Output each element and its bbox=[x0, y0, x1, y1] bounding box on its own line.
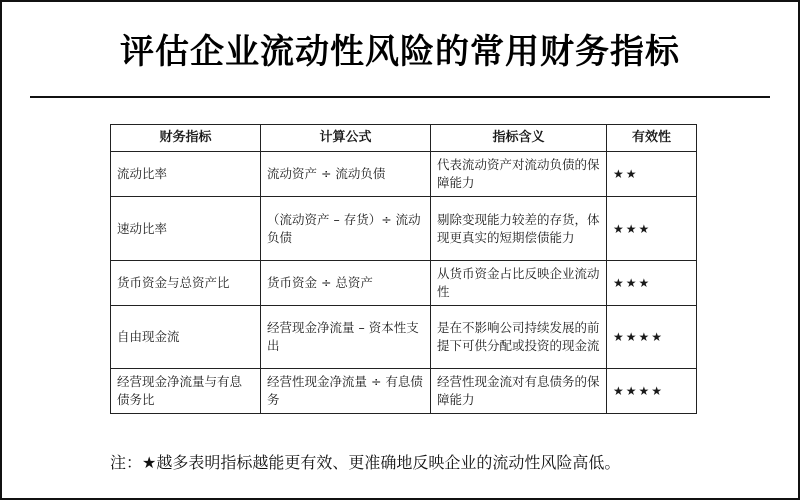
metric-name-cell: 流动比率 bbox=[111, 152, 261, 197]
page-title: 评估企业流动性风险的常用财务指标 bbox=[120, 32, 680, 72]
table-row bbox=[111, 197, 697, 261]
table-header-row bbox=[111, 125, 697, 152]
validity-stars-cell: ★★★ bbox=[607, 197, 697, 261]
meaning-cell: 是在不影响公司持续发展的前提下可供分配或投资的现金流 bbox=[431, 306, 607, 369]
financial-metrics-table bbox=[110, 124, 697, 414]
formula-cell: 流动资产 ÷ 流动负债 bbox=[261, 152, 431, 197]
meaning-cell: 代表流动资产对流动负债的保障能力 bbox=[431, 152, 607, 197]
metric-name-cell: 货币资金与总资产比 bbox=[111, 261, 261, 306]
table-row bbox=[111, 152, 697, 197]
validity-stars-cell: ★★★★ bbox=[607, 306, 697, 369]
validity-stars-cell: ★★ bbox=[607, 152, 697, 197]
meaning-cell: 从货币资金占比反映企业流动性 bbox=[431, 261, 607, 306]
column-header-metric: 财务指标 bbox=[111, 125, 261, 152]
formula-cell: 经营性现金净流量 ÷ 有息债务 bbox=[261, 369, 431, 414]
table-row bbox=[111, 369, 697, 414]
formula-cell: （流动资产 – 存货）÷ 流动负债 bbox=[261, 197, 431, 261]
meaning-cell: 剔除变现能力较差的存货，体现更真实的短期偿债能力 bbox=[431, 197, 607, 261]
footnote: 注：★越多表明指标越能更有效、更准确地反映企业的流动性风险高低。 bbox=[110, 453, 621, 472]
metric-name-cell: 自由现金流 bbox=[111, 306, 261, 369]
table-row bbox=[111, 306, 697, 369]
column-header-validity: 有效性 bbox=[607, 125, 697, 152]
table-row bbox=[111, 261, 697, 306]
metric-name-cell: 经营现金净流量与有息债务比 bbox=[111, 369, 261, 414]
meaning-cell: 经营性现金流对有息债务的保障能力 bbox=[431, 369, 607, 414]
metric-name-cell: 速动比率 bbox=[111, 197, 261, 261]
column-header-formula: 计算公式 bbox=[261, 125, 431, 152]
formula-cell: 货币资金 ÷ 总资产 bbox=[261, 261, 431, 306]
formula-cell: 经营现金净流量 – 资本性支出 bbox=[261, 306, 431, 369]
title-divider bbox=[30, 96, 770, 98]
column-header-meaning: 指标含义 bbox=[431, 125, 607, 152]
validity-stars-cell: ★★★★ bbox=[607, 369, 697, 414]
validity-stars-cell: ★★★ bbox=[607, 261, 697, 306]
